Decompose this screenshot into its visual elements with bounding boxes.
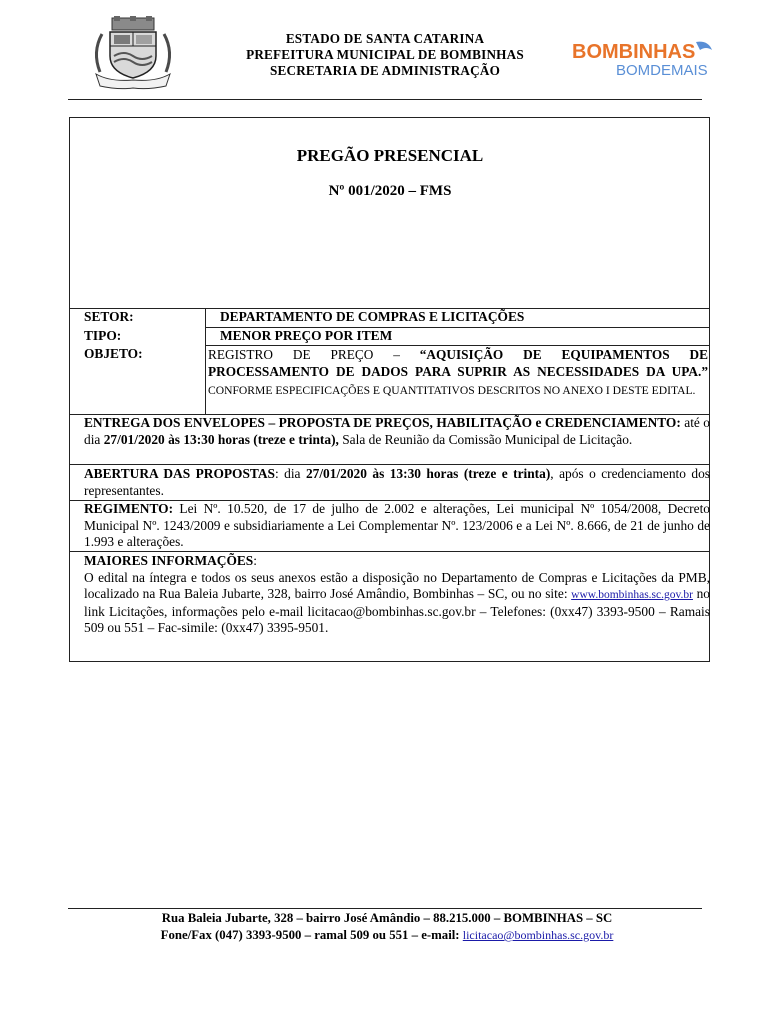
header-divider (68, 99, 702, 100)
header-agency-block (200, 31, 570, 79)
informacoes-heading: MAIORES INFORMAÇÕES (84, 553, 254, 568)
logo-word-bomdemais: BOMDEMAIS (616, 62, 708, 78)
informacoes-text1: O edital na íntegra e todos os seus anexos estão a disposição no Departamento de Compras e Licitações da PMB, localizado na Rua Baleia Jubarte, 328, bairro José Amândio, Bombinhas – SC, ou no site: (84, 569, 710, 601)
table-column-divider (205, 308, 206, 414)
site-link[interactable]: www.bombinhas.sc.gov.br (571, 589, 693, 601)
divider-entrega (69, 464, 710, 465)
informacoes-paragraph (84, 553, 710, 637)
footer-address-block (70, 910, 704, 944)
entrega-heading: ENTREGA DOS ENVELOPES – PROPOSTA DE PREÇOS, HABILITAÇÃO e CREDENCIAMENTO: (84, 415, 681, 430)
entrega-datetime: 27/01/2020 às 13:30 horas (treze e trinta), (103, 431, 339, 447)
informacoes-text2: no link Licitações, informações pelo e-mail licitacao@bombinhas.sc.gov.br – Telefones: (0xx47) 3393-9500 – Ramais 509 ou 551 – Fac-simile: (0xx47) 3395-9501. (84, 586, 710, 635)
objeto-intro: REGISTRO DE PREÇO – (208, 347, 420, 362)
divider-regimento (69, 551, 710, 552)
setor-label: SETOR: (84, 309, 134, 324)
abertura-text2: , após o credenciamento dos representantes. (84, 466, 711, 498)
abertura-text1: : dia (274, 466, 306, 481)
document-title: PREGÃO PRESENCIAL (296, 146, 484, 165)
footer-phone: Fone/Fax (047) 3393-9500 – ramal 509 ou 551 – e-mail: (160, 928, 463, 942)
objeto-description: “AQUISIÇÃO DE EQUIPAMENTOS DE PROCESSAMENTO DE DADOS PARA SUPRIR AS NECESSIDADES DA UPA.” (208, 347, 708, 379)
objeto-label: OBJETO: (84, 346, 143, 361)
abertura-paragraph (84, 466, 710, 499)
objeto-rest: CONFORME ESPECIFICAÇÕES E QUANTITATIVOS DESCRITOS NO ANEXO I DESTE EDITAL. (208, 384, 696, 397)
footer-email-link[interactable]: licitacao@bombinhas.sc.gov.br (462, 928, 614, 942)
informacoes-colon: : (253, 553, 257, 568)
tipo-label: TIPO: (84, 328, 122, 343)
abertura-heading: ABERTURA DAS PROPOSTAS (84, 466, 275, 481)
regimento-heading: REGIMENTO: (84, 501, 174, 516)
header-line-state: ESTADO DE SANTA CATARINA (285, 31, 485, 46)
logo-swirl-icon (696, 42, 712, 50)
municipal-crest-icon (90, 16, 176, 92)
footer-address: Rua Baleia Jubarte, 328 – bairro José Amândio – 88.215.000 – BOMBINHAS – SC (161, 911, 613, 925)
bombinhas-logo (572, 38, 720, 78)
regimento-paragraph (84, 501, 710, 551)
regimento-text: Lei Nº. 10.520, de 17 de julho de 2.002 e alterações, Lei municipal Nº 1054/2008, Decreto Municipal Nº. 1243/2009 e subsidiariamente a Lei Complementar Nº. 123/2006 e a Lei Nº. 8.666, de 21 de junho de 1.993 e alterações. (84, 501, 710, 549)
entrega-paragraph (84, 415, 710, 448)
footer-divider (68, 908, 702, 909)
header-line-secretaria: SECRETARIA DE ADMINISTRAÇÃO (269, 63, 501, 78)
logo-word-bombinhas: BOMBINHAS (572, 41, 696, 63)
setor-value: DEPARTAMENTO DE COMPRAS E LICITAÇÕES (220, 309, 525, 324)
entrega-text1: até o dia (84, 415, 710, 447)
entrega-text2: Sala de Reunião da Comissão Municipal de Licitação. (338, 431, 633, 447)
abertura-datetime: 27/01/2020 às 13:30 horas (treze e trinta) (305, 466, 551, 481)
objeto-value (208, 346, 708, 399)
document-number: Nº 001/2020 – FMS (328, 183, 452, 199)
tipo-value: MENOR PREÇO POR ITEM (220, 328, 393, 343)
header-line-prefeitura: PREFEITURA MUNICIPAL DE BOMBINHAS (246, 47, 524, 62)
